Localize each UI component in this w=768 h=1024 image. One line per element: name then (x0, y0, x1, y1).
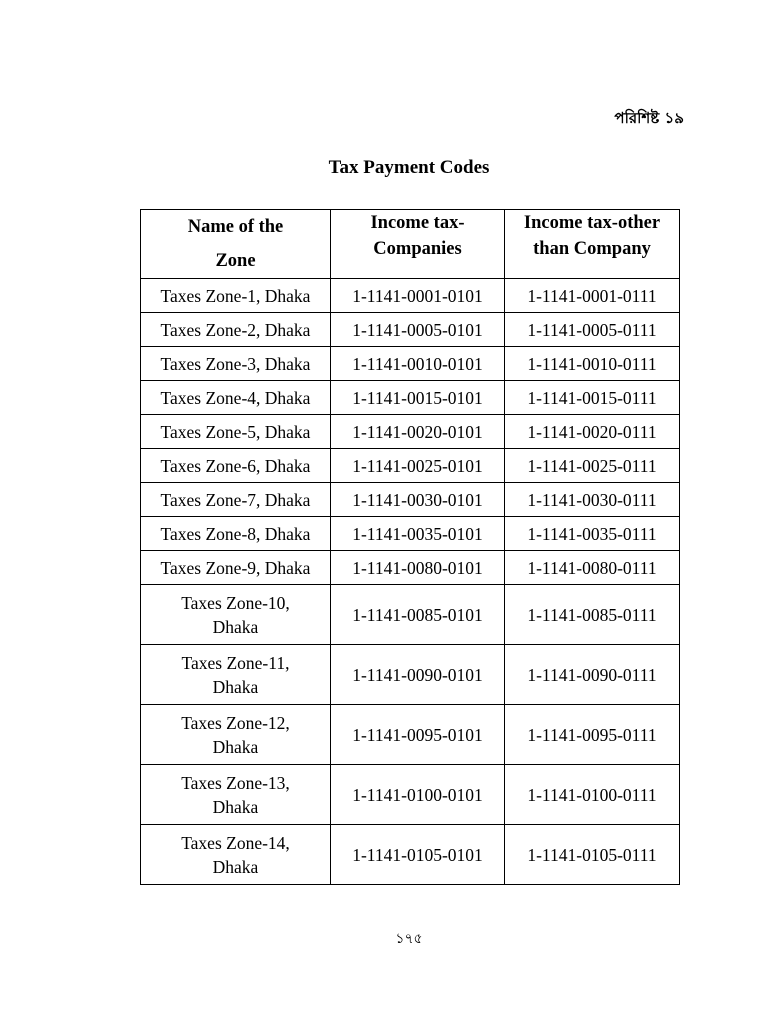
table-row (141, 279, 680, 313)
companies-code-cell: 1-1141-0100-0101 (331, 765, 505, 825)
table-row (141, 585, 680, 645)
header-income-tax-companies (331, 210, 505, 279)
header-other-label: Income tax-other than Company (523, 213, 661, 259)
table-row (141, 645, 680, 705)
zone-cell-text: Taxes Zone-10, Dhaka (181, 592, 290, 637)
other-code-cell: 1-1141-0095-0111 (505, 705, 680, 765)
table-row (141, 449, 680, 483)
table-row (141, 483, 680, 517)
other-code-cell: 1-1141-0100-0111 (505, 765, 680, 825)
companies-code-cell: 1-1141-0090-0101 (331, 645, 505, 705)
header-income-tax-other (505, 210, 680, 279)
other-code-cell: 1-1141-0035-0111 (505, 517, 680, 551)
table-row (141, 765, 680, 825)
table-row (141, 551, 680, 585)
zone-cell (141, 705, 331, 765)
zone-cell-text: Taxes Zone-13, Dhaka (181, 772, 290, 817)
companies-code-cell: 1-1141-0015-0101 (331, 381, 505, 415)
tax-payment-codes-table (140, 209, 680, 885)
table-row (141, 415, 680, 449)
table-header-row (141, 210, 680, 279)
companies-code-cell: 1-1141-0001-0101 (331, 279, 505, 313)
other-code-cell: 1-1141-0015-0111 (505, 381, 680, 415)
table-row (141, 381, 680, 415)
other-code-cell: 1-1141-0025-0111 (505, 449, 680, 483)
zone-cell-text: Taxes Zone-14, Dhaka (181, 832, 290, 877)
other-code-cell: 1-1141-0080-0111 (505, 551, 680, 585)
companies-code-cell: 1-1141-0005-0101 (331, 313, 505, 347)
zone-cell: Taxes Zone-8, Dhaka (141, 517, 331, 551)
table-row (141, 347, 680, 381)
zone-cell-text: Taxes Zone-12, Dhaka (181, 712, 290, 757)
zone-cell: Taxes Zone-4, Dhaka (141, 381, 331, 415)
table-row (141, 517, 680, 551)
document-title: Tax Payment Codes (328, 157, 490, 178)
header-zone (141, 210, 331, 279)
other-code-cell: 1-1141-0005-0111 (505, 313, 680, 347)
companies-code-cell: 1-1141-0080-0101 (331, 551, 505, 585)
other-code-cell: 1-1141-0001-0111 (505, 279, 680, 313)
other-code-cell: 1-1141-0090-0111 (505, 645, 680, 705)
zone-cell: Taxes Zone-5, Dhaka (141, 415, 331, 449)
companies-code-cell: 1-1141-0105-0101 (331, 825, 505, 885)
companies-code-cell: 1-1141-0010-0101 (331, 347, 505, 381)
zone-cell (141, 825, 331, 885)
companies-code-cell: 1-1141-0085-0101 (331, 585, 505, 645)
page-number: ১৭৫ (395, 931, 423, 947)
header-zone-line1: Name of the (187, 217, 284, 237)
appendix-label: পরিশিষ্ট ১৯ (614, 109, 684, 127)
other-code-cell: 1-1141-0105-0111 (505, 825, 680, 885)
table-row (141, 825, 680, 885)
zone-cell: Taxes Zone-2, Dhaka (141, 313, 331, 347)
zone-cell-text: Taxes Zone-11, Dhaka (181, 652, 290, 697)
other-code-cell: 1-1141-0010-0111 (505, 347, 680, 381)
table-row (141, 705, 680, 765)
header-companies-label: Income tax- Companies (370, 213, 465, 259)
zone-cell: Taxes Zone-7, Dhaka (141, 483, 331, 517)
companies-code-cell: 1-1141-0030-0101 (331, 483, 505, 517)
companies-code-cell: 1-1141-0035-0101 (331, 517, 505, 551)
zone-cell: Taxes Zone-9, Dhaka (141, 551, 331, 585)
companies-code-cell: 1-1141-0020-0101 (331, 415, 505, 449)
zone-cell: Taxes Zone-3, Dhaka (141, 347, 331, 381)
companies-code-cell: 1-1141-0095-0101 (331, 705, 505, 765)
other-code-cell: 1-1141-0030-0111 (505, 483, 680, 517)
header-zone-line2: Zone (215, 251, 256, 271)
other-code-cell: 1-1141-0020-0111 (505, 415, 680, 449)
zone-cell: Taxes Zone-1, Dhaka (141, 279, 331, 313)
companies-code-cell: 1-1141-0025-0101 (331, 449, 505, 483)
zone-cell (141, 765, 331, 825)
table-row (141, 313, 680, 347)
zone-cell (141, 645, 331, 705)
other-code-cell: 1-1141-0085-0111 (505, 585, 680, 645)
zone-cell (141, 585, 331, 645)
zone-cell: Taxes Zone-6, Dhaka (141, 449, 331, 483)
